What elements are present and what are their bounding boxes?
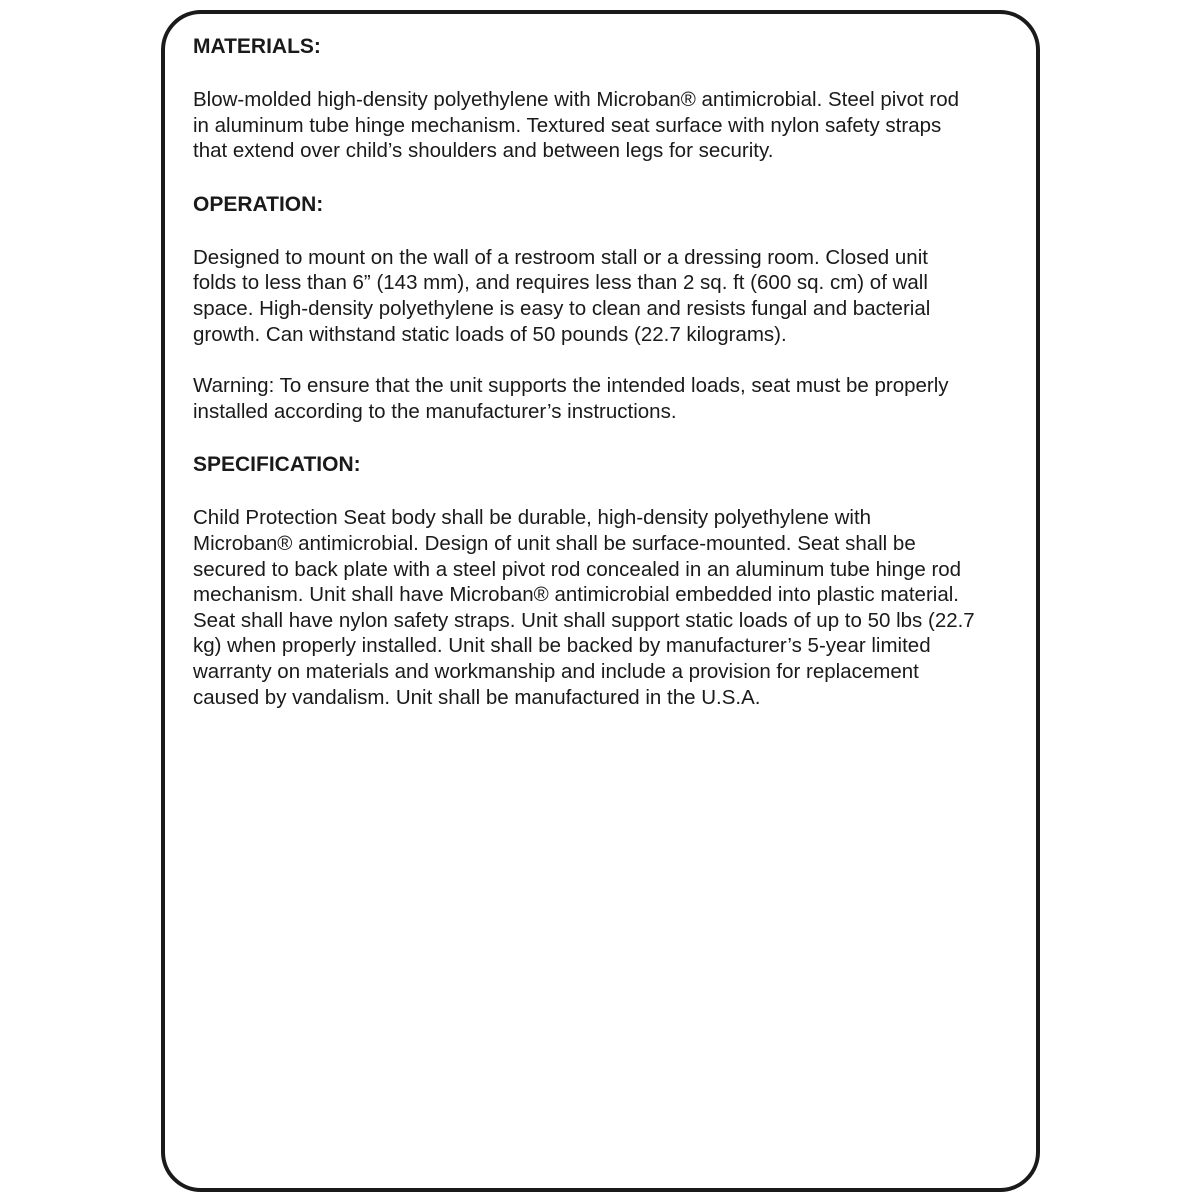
- section-paragraph: [193, 505, 1023, 710]
- paragraph-line: in aluminum tube hinge mechanism. Textured seat surface with nylon safety straps: [193, 113, 942, 137]
- section-heading: MATERIALS:: [193, 35, 321, 58]
- section-paragraph: [193, 87, 1023, 164]
- section-operation: [193, 190, 1023, 425]
- paragraph-line: that extend over child’s shoulders and between legs for security.: [193, 139, 774, 163]
- paragraph-line: Blow-molded high-density polyethylene with Microban® antimicrobial. Steel pivot rod: [193, 88, 960, 111]
- paragraph-line: warranty on materials and workmanship and include a provision for replacement: [193, 659, 919, 683]
- paragraph-line: Warning: To ensure that the unit supports the intended loads, seat must be properly: [193, 374, 949, 398]
- paragraph-line: growth. Can withstand static loads of 50 pounds (22.7 kilograms).: [193, 322, 787, 346]
- paragraph-line: space. High-density polyethylene is easy to clean and resists fungal and bacterial: [193, 296, 931, 320]
- paragraph-line: installed according to the manufacturer’s instructions.: [193, 399, 677, 423]
- section-specification: [193, 450, 1023, 710]
- paragraph-line: caused by vandalism. Unit shall be manufactured in the U.S.A.: [193, 685, 761, 709]
- paragraph-line: Child Protection Seat body shall be durable, high-density polyethylene with: [193, 506, 872, 530]
- spec-sheet-content: [193, 32, 1023, 736]
- section-heading: OPERATION:: [193, 192, 324, 216]
- paragraph-line: mechanism. Unit shall have Microban® antimicrobial embedded into plastic material.: [193, 583, 959, 607]
- paragraph-line: secured to back plate with a steel pivot rod concealed in an aluminum tube hinge rod: [193, 557, 962, 581]
- paragraph-line: Microban® antimicrobial. Design of unit shall be surface-mounted. Seat shall be: [193, 531, 916, 555]
- warning-paragraph: [193, 373, 1023, 424]
- paragraph-line: Designed to mount on the wall of a restroom stall or a dressing room. Closed unit: [193, 245, 928, 269]
- paragraph-line: kg) when properly installed. Unit shall be backed by manufacturer’s 5-year limited: [193, 634, 931, 658]
- paragraph-line: Seat shall have nylon safety straps. Unit shall support static loads of up to 50 lbs (22.7: [193, 608, 975, 632]
- paragraph-line: folds to less than 6” (143 mm), and requires less than 2 sq. ft (600 sq. cm) of wall: [193, 271, 928, 295]
- section-materials: [193, 32, 1023, 164]
- section-heading: SPECIFICATION:: [193, 453, 361, 477]
- section-paragraph: [193, 245, 1023, 347]
